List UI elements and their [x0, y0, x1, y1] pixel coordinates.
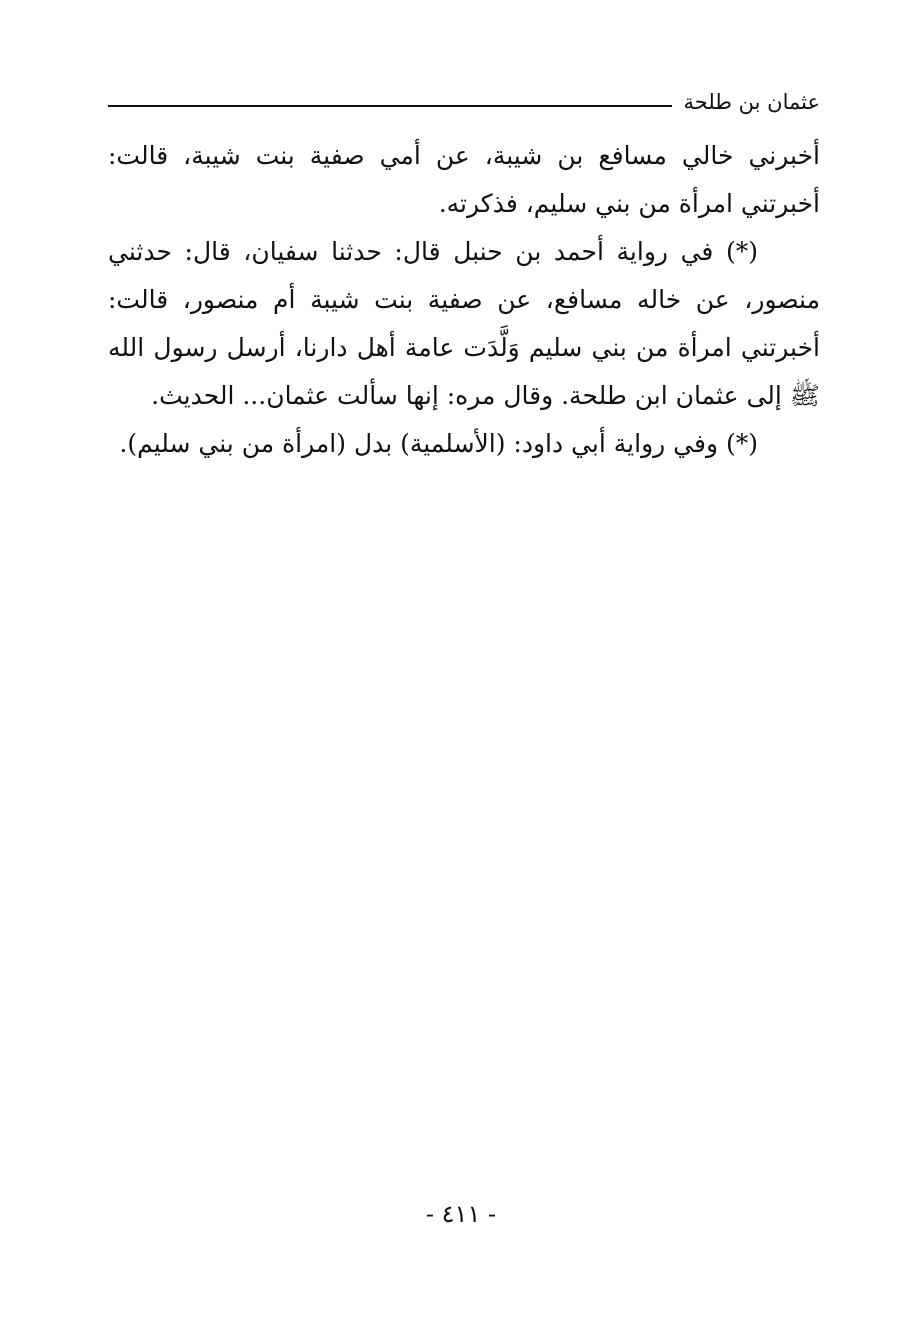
- running-title: عثمان بن طلحة: [683, 90, 820, 114]
- body-text: [108, 132, 820, 468]
- running-header: [108, 82, 820, 122]
- page-number: - ٤١١ -: [425, 1200, 497, 1228]
- paragraph-note-ahmad: (*) في رواية أحمد بن حنبل قال: حدثنا سفيان، قال: حدثني منصور، عن خاله مسافع، عن صفية بنت شيبة أم منصور، قالت: أخبرتني امرأة من بني سليم وَلَّدَت عامة أهل دارنا، أرسل رسول الله ﷺ إلى عثمان ابن طلحة. وقال مره: إنها سألت عثمان... الحديث.: [108, 237, 820, 410]
- header-rule: [108, 105, 672, 107]
- paragraph-main: أخبرني خالي مسافع بن شيبة، عن أمي صفية بنت شيبة، قالت: أخبرتني امرأة من بني سليم، فذكرته.: [108, 141, 820, 218]
- paragraph-note-abu-dawud: (*) وفي رواية أبي داود: (الأسلمية) بدل (امرأة من بني سليم).: [119, 429, 758, 458]
